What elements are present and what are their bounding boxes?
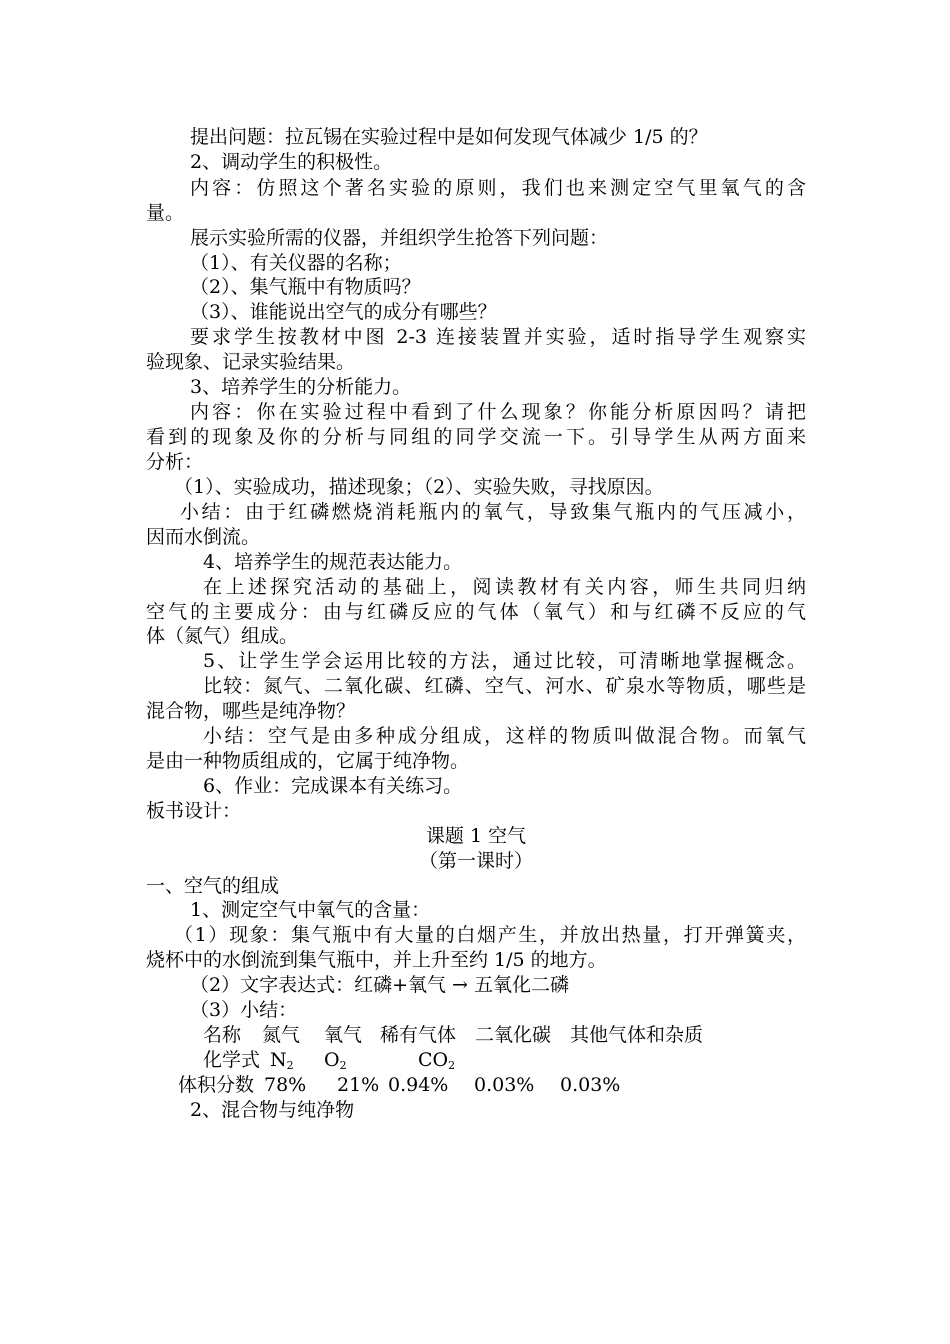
table-cell: 氮气 <box>262 1024 301 1046</box>
paragraph-line: 小结：空气是由多种成分组成，这样的物质叫做混合物。而氧气 <box>203 725 806 747</box>
paragraph-line: 小结：由于红磷燃烧消耗瓶内的氧气，导致集气瓶内的气压减小， <box>180 501 806 523</box>
paragraph-line: （1）、有关仪器的名称； <box>190 252 402 274</box>
board-title: 课题 1 空气 <box>425 825 527 847</box>
table-cell: 0.03% <box>560 1074 621 1096</box>
table-row-volumes <box>0 1073 950 1097</box>
paragraph-line: （1）、实验成功，描述现象；（2）、实验失败，寻找原因。 <box>174 476 664 498</box>
table-cell: 21% <box>337 1074 380 1096</box>
paragraph-line: 3、培养学生的分析能力。 <box>190 376 412 398</box>
paragraph-line: 分析： <box>146 451 204 473</box>
table-cell: 稀有气体 <box>380 1024 457 1046</box>
formula-n2: $N_2$ <box>270 1049 294 1072</box>
paragraph-line: （1）现象：集气瓶中有大量的白烟产生，并放出热量，打开弹簧夹， <box>174 924 806 946</box>
paragraph-line: 量。 <box>146 202 185 224</box>
paragraph-line: 提出问题：拉瓦锡在实验过程中是如何发现气体减少 1/5 的？ <box>190 126 708 148</box>
paragraph-line: 要求学生按教材中图 2-3 连接装置并实验，适时指导学生观察实 <box>190 326 806 348</box>
paragraph-line: （3）小结： <box>190 999 298 1021</box>
table-cell: 二氧化碳 <box>475 1024 552 1046</box>
formula-label: 化学式 <box>203 1049 261 1071</box>
names-label: 名称 <box>203 1024 242 1046</box>
paragraph-line: 2、调动学生的积极性。 <box>190 151 393 173</box>
paragraph-line: 6、作业：完成课本有关练习。 <box>203 775 463 797</box>
table-cell: 0.94% <box>388 1074 449 1096</box>
table-cell: 其他气体和杂质 <box>570 1024 704 1046</box>
paragraph-line: 1、测定空气中氧气的含量： <box>190 899 431 921</box>
paragraph-line: 看到的现象及你的分析与同组的同学交流一下。引导学生从两方面来 <box>146 426 806 448</box>
table-row-formulas <box>0 1048 950 1072</box>
paragraph-line: 烧杯中的水倒流到集气瓶中，并上升至约 1/5 的地方。 <box>146 949 607 971</box>
paragraph-line: 因而水倒流。 <box>146 526 261 548</box>
equation-line: （2）文字表达式：红磷+氧气 → 五氧化二磷 <box>190 974 570 996</box>
paragraph-line: 是由一种物质组成的，它属于纯净物。 <box>146 750 470 772</box>
table-row-names <box>0 1023 950 1047</box>
table-cell: 0.03% <box>474 1074 535 1096</box>
paragraph-line: 混合物，哪些是纯净物？ <box>146 700 356 722</box>
paragraph-line: 内容：仿照这个著名实验的原则，我们也来测定空气里氧气的含 <box>190 177 806 199</box>
paragraph-line: 空气的主要成分：由与红磷反应的气体（氧气）和与红磷不反应的气 <box>146 601 806 623</box>
section-heading: 一、空气的组成 <box>146 875 280 897</box>
table-cell: 氧气 <box>324 1024 363 1046</box>
paragraph-line: 内容：你在实验过程中看到了什么现象？你能分析原因吗？请把 <box>190 401 806 423</box>
table-cell: 78% <box>264 1074 307 1096</box>
volume-label: 体积分数 <box>178 1074 255 1096</box>
board-subtitle: （第一课时） <box>418 850 533 872</box>
formula-co2: $CO_2$ <box>418 1049 456 1072</box>
section-heading: 2、混合物与纯净物 <box>190 1099 355 1121</box>
paragraph-line: 4、培养学生的规范表达能力。 <box>203 551 463 573</box>
paragraph-line: 比较：氮气、二氧化碳、红磷、空气、河水、矿泉水等物质，哪些是 <box>203 675 806 697</box>
section-heading: 板书设计： <box>146 800 242 822</box>
paragraph-line: 5、让学生学会运用比较的方法，通过比较，可清晰地掌握概念。 <box>203 650 806 672</box>
paragraph-line: 验现象、记录实验结果。 <box>146 351 356 373</box>
paragraph-line: （3）、谁能说出空气的成分有哪些？ <box>190 301 497 323</box>
formula-o2: $O_2$ <box>324 1049 347 1072</box>
paragraph-line: 体（氮气）组成。 <box>146 625 299 647</box>
paragraph-line: 在上述探究活动的基础上，阅读教材有关内容，师生共同归纳 <box>203 576 806 598</box>
paragraph-line: 展示实验所需的仪器，并组织学生抢答下列问题： <box>190 227 609 249</box>
paragraph-line: （2）、集气瓶中有物质吗？ <box>190 276 421 298</box>
